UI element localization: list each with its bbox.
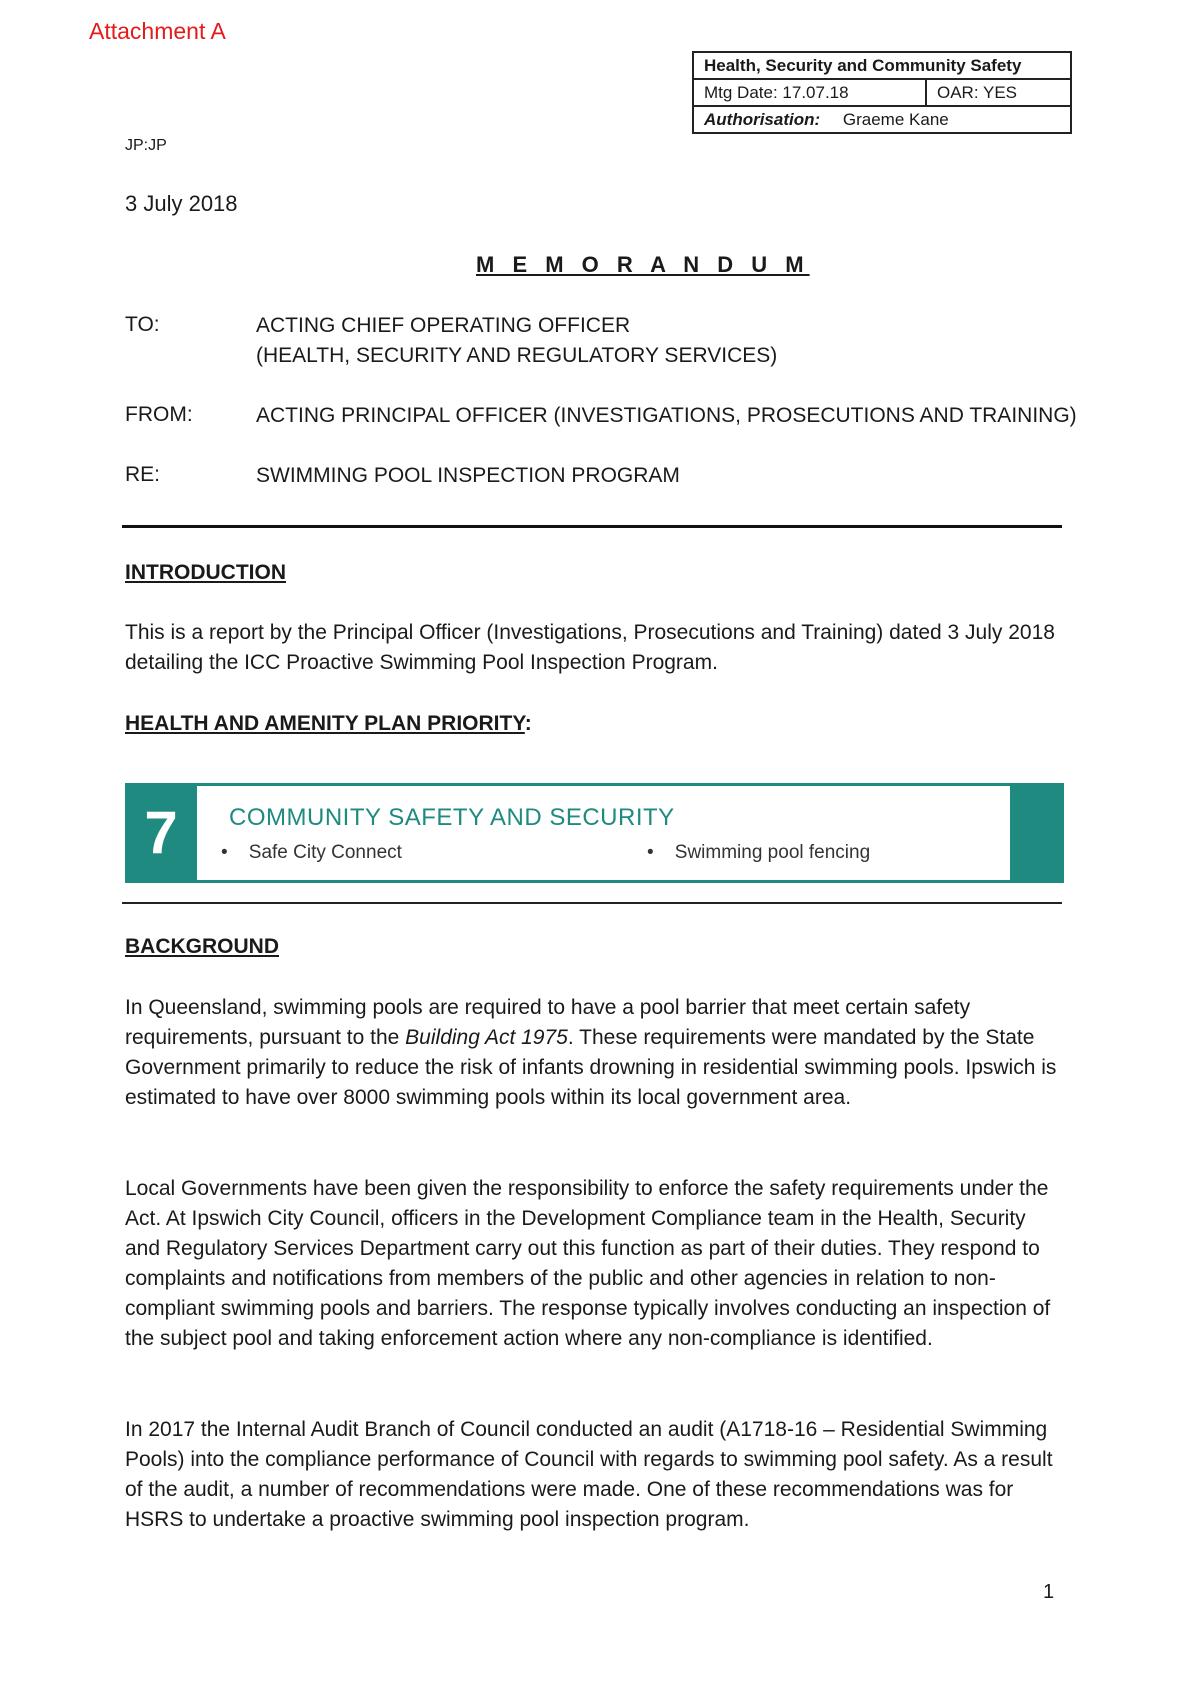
authorisation-name: Graeme Kane bbox=[842, 110, 949, 129]
to-value bbox=[256, 311, 777, 371]
to-line-2: (HEALTH, SECURITY AND REGULATORY SERVICES) bbox=[256, 344, 778, 367]
priority-banner bbox=[125, 783, 1064, 883]
committee-name: Health, Security and Community Safety bbox=[694, 53, 1070, 80]
bg-p1-start: In Queensland, swimming pools are required to have a pool barrier that meet certain safety requirements, pursuant to the bbox=[125, 996, 971, 1049]
memo-title: M E M O R A N D U M bbox=[476, 252, 810, 277]
priority-title: COMMUNITY SAFETY AND SECURITY bbox=[229, 804, 675, 831]
to-label: TO: bbox=[125, 313, 160, 336]
to-line-1: ACTING CHIEF OPERATING OFFICER bbox=[256, 314, 631, 337]
oar-status: OAR: YES bbox=[925, 80, 1062, 105]
reference: JP:JP bbox=[125, 137, 167, 154]
introduction-heading: INTRODUCTION bbox=[125, 561, 286, 584]
from-value: ACTING PRINCIPAL OFFICER (INVESTIGATIONS, PROSECUTIONS AND TRAINING) bbox=[256, 404, 1077, 427]
priority-heading-wrap bbox=[125, 712, 532, 736]
meeting-date: Mtg Date: 17.07.18 bbox=[704, 83, 849, 102]
background-heading: BACKGROUND bbox=[125, 935, 279, 958]
background-paragraph-1 bbox=[125, 993, 1060, 1113]
authorisation-label: Authorisation: bbox=[704, 110, 821, 129]
background-paragraph-2: Local Governments have been given the responsibility to enforce the safety requirements under the Act. At Ipswich City Council, officers in the Development Compliance team in the Health, Security and Regulatory Services Department carry out this function as part of their duties. They respond to complaints and notifications from members of the public and other agencies in relation to non-compliant swimming pools and barriers. The response typically involves conducting an inspection of the subject pool and taking enforcement action where any non-compliance is identified. bbox=[125, 1177, 1051, 1350]
priority-bullet-2: • Swimming pool fencing bbox=[647, 842, 871, 863]
building-act-citation: Building Act 1975 bbox=[405, 1026, 568, 1049]
priority-heading: HEALTH AND AMENITY PLAN PRIORITY bbox=[125, 712, 525, 735]
re-label: RE: bbox=[125, 463, 161, 486]
bg-p1-end: . These requirements were mandated by the State Government primarily to reduce the risk of infants drowning in residential swimming pools. Ipswich is estimated to have over 8000 swimming pools within its local government area. bbox=[125, 1026, 1057, 1109]
meeting-date-row bbox=[694, 80, 1070, 107]
page-number: 1 bbox=[1043, 1581, 1055, 1603]
memo-date: 3 July 2018 bbox=[125, 191, 238, 216]
priority-number: 7 bbox=[144, 799, 178, 866]
attachment-label: Attachment A bbox=[89, 18, 226, 44]
meeting-info-box bbox=[692, 51, 1072, 134]
priority-bullet-1-text: Safe City Connect bbox=[248, 842, 402, 863]
authorisation-row bbox=[694, 107, 1070, 132]
re-value: SWIMMING POOL INSPECTION PROGRAM bbox=[256, 464, 680, 487]
from-label: FROM: bbox=[125, 403, 193, 426]
priority-divider bbox=[122, 902, 1062, 904]
introduction-text: This is a report by the Principal Officer (Investigations, Prosecutions and Training) dated 3 July 2018 detailing the ICC Proactive Swimming Pool Inspection Program. bbox=[125, 621, 1055, 674]
header-divider bbox=[122, 525, 1062, 528]
priority-bullet-1: • Safe City Connect bbox=[221, 842, 402, 863]
priority-bullet-2-text: Swimming pool fencing bbox=[674, 842, 871, 863]
background-paragraph-3: In 2017 the Internal Audit Branch of Council conducted an audit (A1718-16 – Residential Swimming Pools) into the compliance performance of Council with regards to swimming pool safety. As a result of the audit, a number of recommendations were made. One of these recommendations was for HSRS to undertake a proactive swimming pool inspection program. bbox=[125, 1418, 1053, 1531]
priority-heading-colon: : bbox=[524, 712, 532, 735]
priority-panel bbox=[197, 786, 1010, 880]
